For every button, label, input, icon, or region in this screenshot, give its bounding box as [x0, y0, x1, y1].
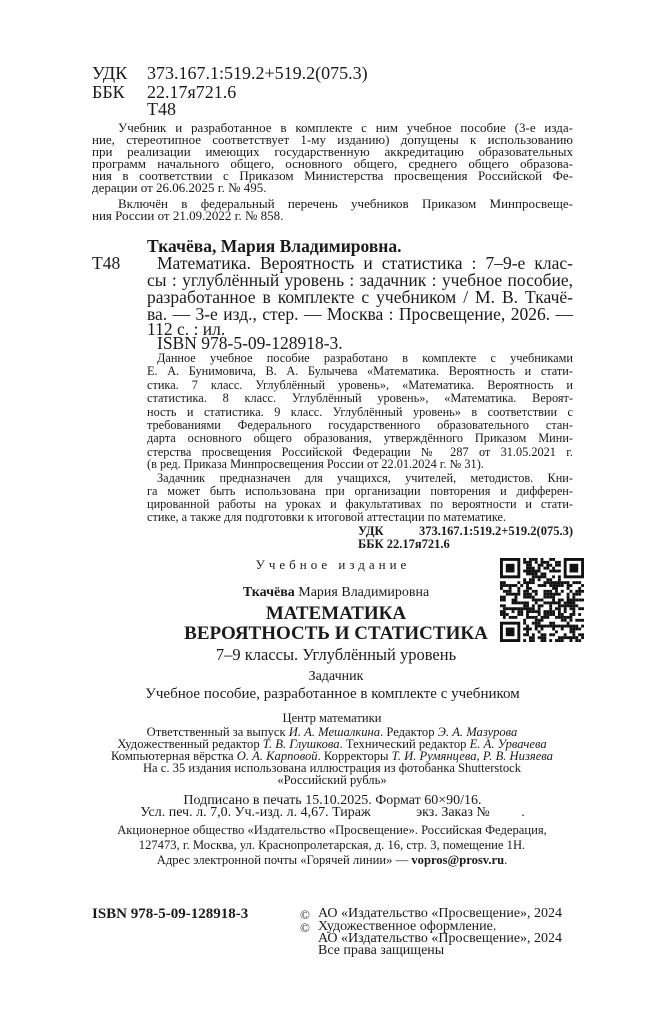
credit-role: . Редактор [380, 725, 438, 739]
email-link[interactable]: vopros@prosv.ru [411, 853, 505, 867]
credit-name: О. А. Карповой [236, 749, 318, 763]
entry-author: Ткачёва, Мария Владимировна. [147, 236, 402, 256]
author-name: Мария Владимировна [298, 585, 430, 600]
credits-center: Центр математики [282, 711, 382, 725]
text-line: ность и статистика. 9 класс. Углублённый уровень» в соответствии с [147, 405, 573, 419]
text-line: программ начального общего, основного общего, среднего общего образова- [92, 156, 573, 171]
text-line: цированной работы на уроках и факультативах по вероятности и стати- [147, 497, 573, 511]
credit-role: . Технический редактор [339, 737, 470, 751]
book-title-1: МАТЕМАТИКА [265, 603, 407, 624]
credit-role: Ответственный за выпуск [146, 725, 289, 739]
print-sheets: Усл. печ. л. 7,0. Уч.-изд. л. 4,67. Тираж экз. Заказ № . [140, 805, 525, 820]
text-line: Задачник предназначен для учащихся, учителей, методистов. Кни- [157, 471, 573, 485]
text-line: ние, стереотипное соответствует 1-му изданию) допущены к использованию [92, 132, 573, 147]
udk-value: 373.167.1:519.2+519.2(075.3) [147, 63, 368, 83]
credit-name: Т. В. Глушкова [262, 737, 340, 751]
edition-type: Учебное издание [255, 557, 411, 572]
credit-name: Э. А. Мазурова [437, 725, 518, 739]
credit-name: Т. И. Румянцева, Р. В. Низяева [391, 749, 553, 763]
annotation-bbk: ББК 22.17я721.6 [358, 537, 450, 551]
copyright-icon: © [300, 907, 310, 922]
text-line: разработанное в комплекте с учебником / М. В. Ткачё- [147, 287, 573, 307]
text-line: Данное учебное пособие разработано в комплекте с учебниками [157, 351, 573, 365]
udk-label: УДК [92, 63, 128, 83]
entry-sign: Т48 [92, 253, 121, 273]
text-line: га может быть использована при организации повторения и дифферен- [147, 484, 573, 498]
text-line: статистика. 8 класс. Углублённый уровень», «Математика. Вероят- [147, 391, 573, 405]
credit-name: И. А. Мешалкина [288, 725, 381, 739]
title-author [136, 586, 536, 600]
copyright-icon: © [300, 920, 310, 935]
credit-role: . Корректоры [317, 749, 392, 763]
text-line: ва. — 3-е изд., стер. — Москва : Просвещение, 2026. — [147, 304, 573, 324]
text-line: Включён в федеральный перечень учебников Приказом Минпросвеще- [118, 196, 573, 211]
copyright-line: Художественное оформление. [318, 919, 497, 934]
text-line: дерации от 26.06.2025 г. № 495. [92, 180, 267, 195]
text-line: Математика. Вероятность и статистика : 7–9-е клас- [157, 253, 573, 273]
text-line: стика. 7 класс. Углублённый уровень», «Математика. Вероятность и [147, 378, 573, 392]
book-subtitle: Учебное пособие, разработанное в комплекте с учебником [145, 686, 520, 702]
text-line: стерства просвещения Российской Федерации № 287 от 31.05.2021 г. [147, 445, 573, 459]
email-label: Адрес электронной почты «Горячей линии» — [156, 853, 412, 867]
copyright-line: Все права защищены [318, 943, 445, 958]
text-line: требованиями Федерального государственного образовательного стан- [147, 418, 573, 432]
text-line: дарта основного общего образования, утверждённого Приказом Мини- [147, 431, 573, 445]
print-signed: Подписано в печать 15.10.2025. Формат 60×90/16. [183, 793, 482, 808]
text-line: (в ред. Приказа Минпросвещения России от 22.01.2024 г. № 31). [147, 457, 484, 471]
copyright-line: АО «Издательство «Просвещение», 2024 [318, 906, 563, 921]
author-surname: Ткачёва [242, 585, 295, 600]
text-line: Е. А. Бунимовича, В. А. Булычева «Математика. Вероятность и стати- [147, 364, 573, 378]
text-line: сы : углублённый уровень : задачник : учебное пособие, [147, 270, 573, 290]
text-line: 112 с. : ил. [147, 319, 226, 339]
text-line: стике, а также для подготовки к итоговой аттестации по математике. [147, 510, 507, 524]
book-kind: Задачник [308, 669, 364, 684]
book-grades: 7–9 классы. Углублённый уровень [215, 645, 457, 664]
bbk-value: 22.17я721.6 [147, 82, 237, 102]
bbk-label: ББК [92, 82, 125, 102]
copyright-line: АО «Издательство «Просвещение», 2024 [318, 931, 563, 946]
credits-line: «Российский рубль» [277, 773, 387, 787]
publisher-line: Акционерное общество «Издательство «Просвещение». Российская Федерация, [117, 823, 547, 837]
credit-role: Компьютерная вёрстка [111, 749, 237, 763]
entry-isbn: ISBN 978-5-09-128918-3. [157, 333, 343, 353]
text-line: Учебник и разработанное в комплекте с ним учебное пособие (3-е изда- [118, 120, 573, 135]
author-sign: Т48 [147, 99, 176, 119]
text-line: ния России от 21.09.2022 г. № 858. [92, 208, 284, 223]
text-line: при реализации имеющих государственную аккредитацию образовательных [92, 144, 573, 159]
publisher-email-line [90, 854, 574, 867]
annotation-udk: УДК 373.167.1:519.2+519.2(075.3) [358, 524, 573, 538]
book-title-2: ВЕРОЯТНОСТЬ И СТАТИСТИКА [184, 623, 488, 644]
qr-code [500, 558, 584, 642]
footer-isbn: ISBN 978-5-09-128918-3 [92, 906, 249, 922]
publisher-line: 127473, г. Москва, ул. Краснопролетарская, д. 16, стр. 3, помещение 1Н. [138, 838, 526, 852]
text-line: ния в соответствии с Приказом Министерства просвещения Российской Фе- [92, 168, 573, 183]
credit-name: Е. А. Урвачева [469, 737, 547, 751]
email-end: . [504, 853, 508, 867]
credits-line: На с. 35 издания использована иллюстрация из фотобанка Shutterstock [142, 761, 522, 775]
credit-role: Художественный редактор [117, 737, 263, 751]
